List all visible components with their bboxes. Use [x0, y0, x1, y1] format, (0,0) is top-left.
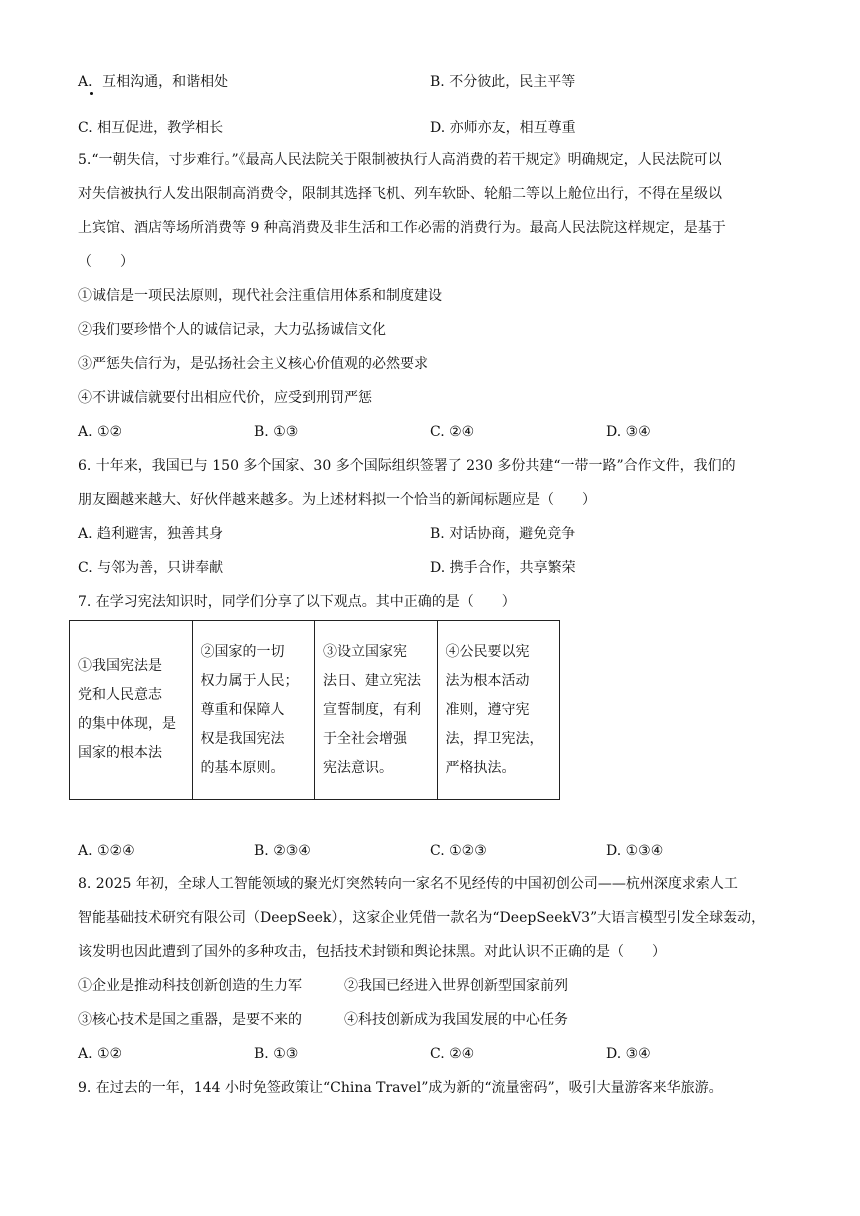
q8-item-4: ④科技创新成为我国发展的中心任务 — [344, 1012, 568, 1028]
table-row — [70, 621, 560, 800]
q5-option-c: C. ②④ — [430, 424, 475, 440]
q7-option-d: D. ①③④ — [606, 843, 664, 859]
q8-stem-line-1: 8. 2025 年初，全球人工智能领域的聚光灯突然转向一家名不见经传的中国初创公司——杭州深度求索人工 — [78, 876, 738, 892]
q8-stem-line-3: 该发明也因此遭到了国外的多种攻击，包括技术封锁和舆论抹黑。对此认识不正确的是（ ） — [78, 944, 666, 960]
q6-option-d: D. 携手合作，共享繁荣 — [430, 560, 576, 576]
q8-item-3: ③核心技术是国之重器，是要不来的 — [78, 1012, 302, 1028]
q8-option-c: C. ②④ — [430, 1046, 475, 1062]
q6-option-c: C. 与邻为善，只讲奉献 — [78, 560, 224, 576]
q8-item-2: ②我国已经进入世界创新型国家前列 — [344, 978, 568, 994]
q4-option-d: D. 亦师亦友，相互尊重 — [430, 120, 576, 136]
q6-option-a: A. 趋利避害，独善其身 — [78, 526, 224, 542]
q7-option-a: A. ①②④ — [78, 843, 135, 859]
q7-stem: 7. 在学习宪法知识时，同学们分享了以下观点。其中正确的是（ ） — [78, 594, 516, 610]
emphasis-dot — [90, 92, 93, 95]
q6-option-b: B. 对话协商，避免竞争 — [430, 526, 576, 542]
q5-stem-line-3: 上宾馆、酒店等场所消费等 9 种高消费及非生活和工作必需的消费行为。最高人民法院这样规定，是基于 — [78, 220, 726, 236]
q7-cell-3: ③设立国家宪 法日、建立宪法 宣誓制度，有利 于全社会增强 宪法意识。 — [315, 621, 438, 800]
q6-stem-line-1: 6. 十年来，我国已与 150 多个国家、30 多个国际组织签署了 230 多份共建“一带一路”合作文件，我们的 — [78, 458, 736, 474]
q7-cell-4: ④公民要以宪 法为根本活动 准则，遵守宪 法，捍卫宪法， 严格执法。 — [437, 621, 560, 800]
q8-stem-line-2: 智能基础技术研究有限公司（DeepSeek），这家企业凭借一款名为“DeepSeekV3”大语言模型引发全球轰动， — [78, 910, 766, 926]
q7-cell-2: ②国家的一切 权力属于人民； 尊重和保障人 权是我国宪法 的基本原则。 — [192, 621, 315, 800]
q9-stem: 9. 在过去的一年，144 小时免签政策让“China Travel”成为新的“流量密码”，吸引大量游客来华旅游。 — [78, 1080, 723, 1096]
q4-option-b: B. 不分彼此，民主平等 — [430, 74, 576, 90]
q5-option-d: D. ③④ — [606, 424, 651, 440]
q7-cell-1: ①我国宪法是 党和人民意志 的集中体现，是 国家的根本法 — [70, 621, 193, 800]
q5-item-1: ①诚信是一项民法原则，现代社会注重信用体系和制度建设 — [78, 288, 442, 304]
q7-viewpoints-table — [69, 620, 560, 800]
q6-stem-line-2: 朋友圈越来越大、好伙伴越来越多。为上述材料拟一个恰当的新闻标题应是（ ） — [78, 492, 596, 508]
q5-option-a: A. ①② — [78, 424, 123, 440]
q5-option-b: B. ①③ — [254, 424, 299, 440]
q5-item-3: ③严惩失信行为，是弘扬社会主义核心价值观的必然要求 — [78, 356, 428, 372]
q5-stem-line-4: （ ） — [78, 254, 134, 270]
q7-option-b: B. ②③④ — [254, 843, 311, 859]
q8-item-1: ①企业是推动科技创新创造的生力军 — [78, 978, 302, 994]
q5-item-2: ②我们要珍惜个人的诚信记录，大力弘扬诚信文化 — [78, 322, 386, 338]
q5-item-4: ④不讲诚信就要付出相应代价，应受到刑罚严惩 — [78, 390, 372, 406]
q8-option-a: A. ①② — [78, 1046, 123, 1062]
q7-option-c: C. ①②③ — [430, 843, 487, 859]
q4-option-a: A．互相沟通，和谐相处 — [78, 74, 229, 90]
q8-option-d: D. ③④ — [606, 1046, 651, 1062]
q8-option-b: B. ①③ — [254, 1046, 299, 1062]
q5-stem-line-2: 对失信被执行人发出限制高消费令，限制其选择飞机、列车软卧、轮船二等以上舱位出行，不得在星级以 — [78, 186, 722, 202]
q5-stem-line-1: 5.“一朝失信，寸步难行。”《最高人民法院关于限制被执行人高消费的若干规定》明确规定，人民法院可以 — [78, 152, 722, 168]
q4-option-c: C. 相互促进，教学相长 — [78, 120, 224, 136]
